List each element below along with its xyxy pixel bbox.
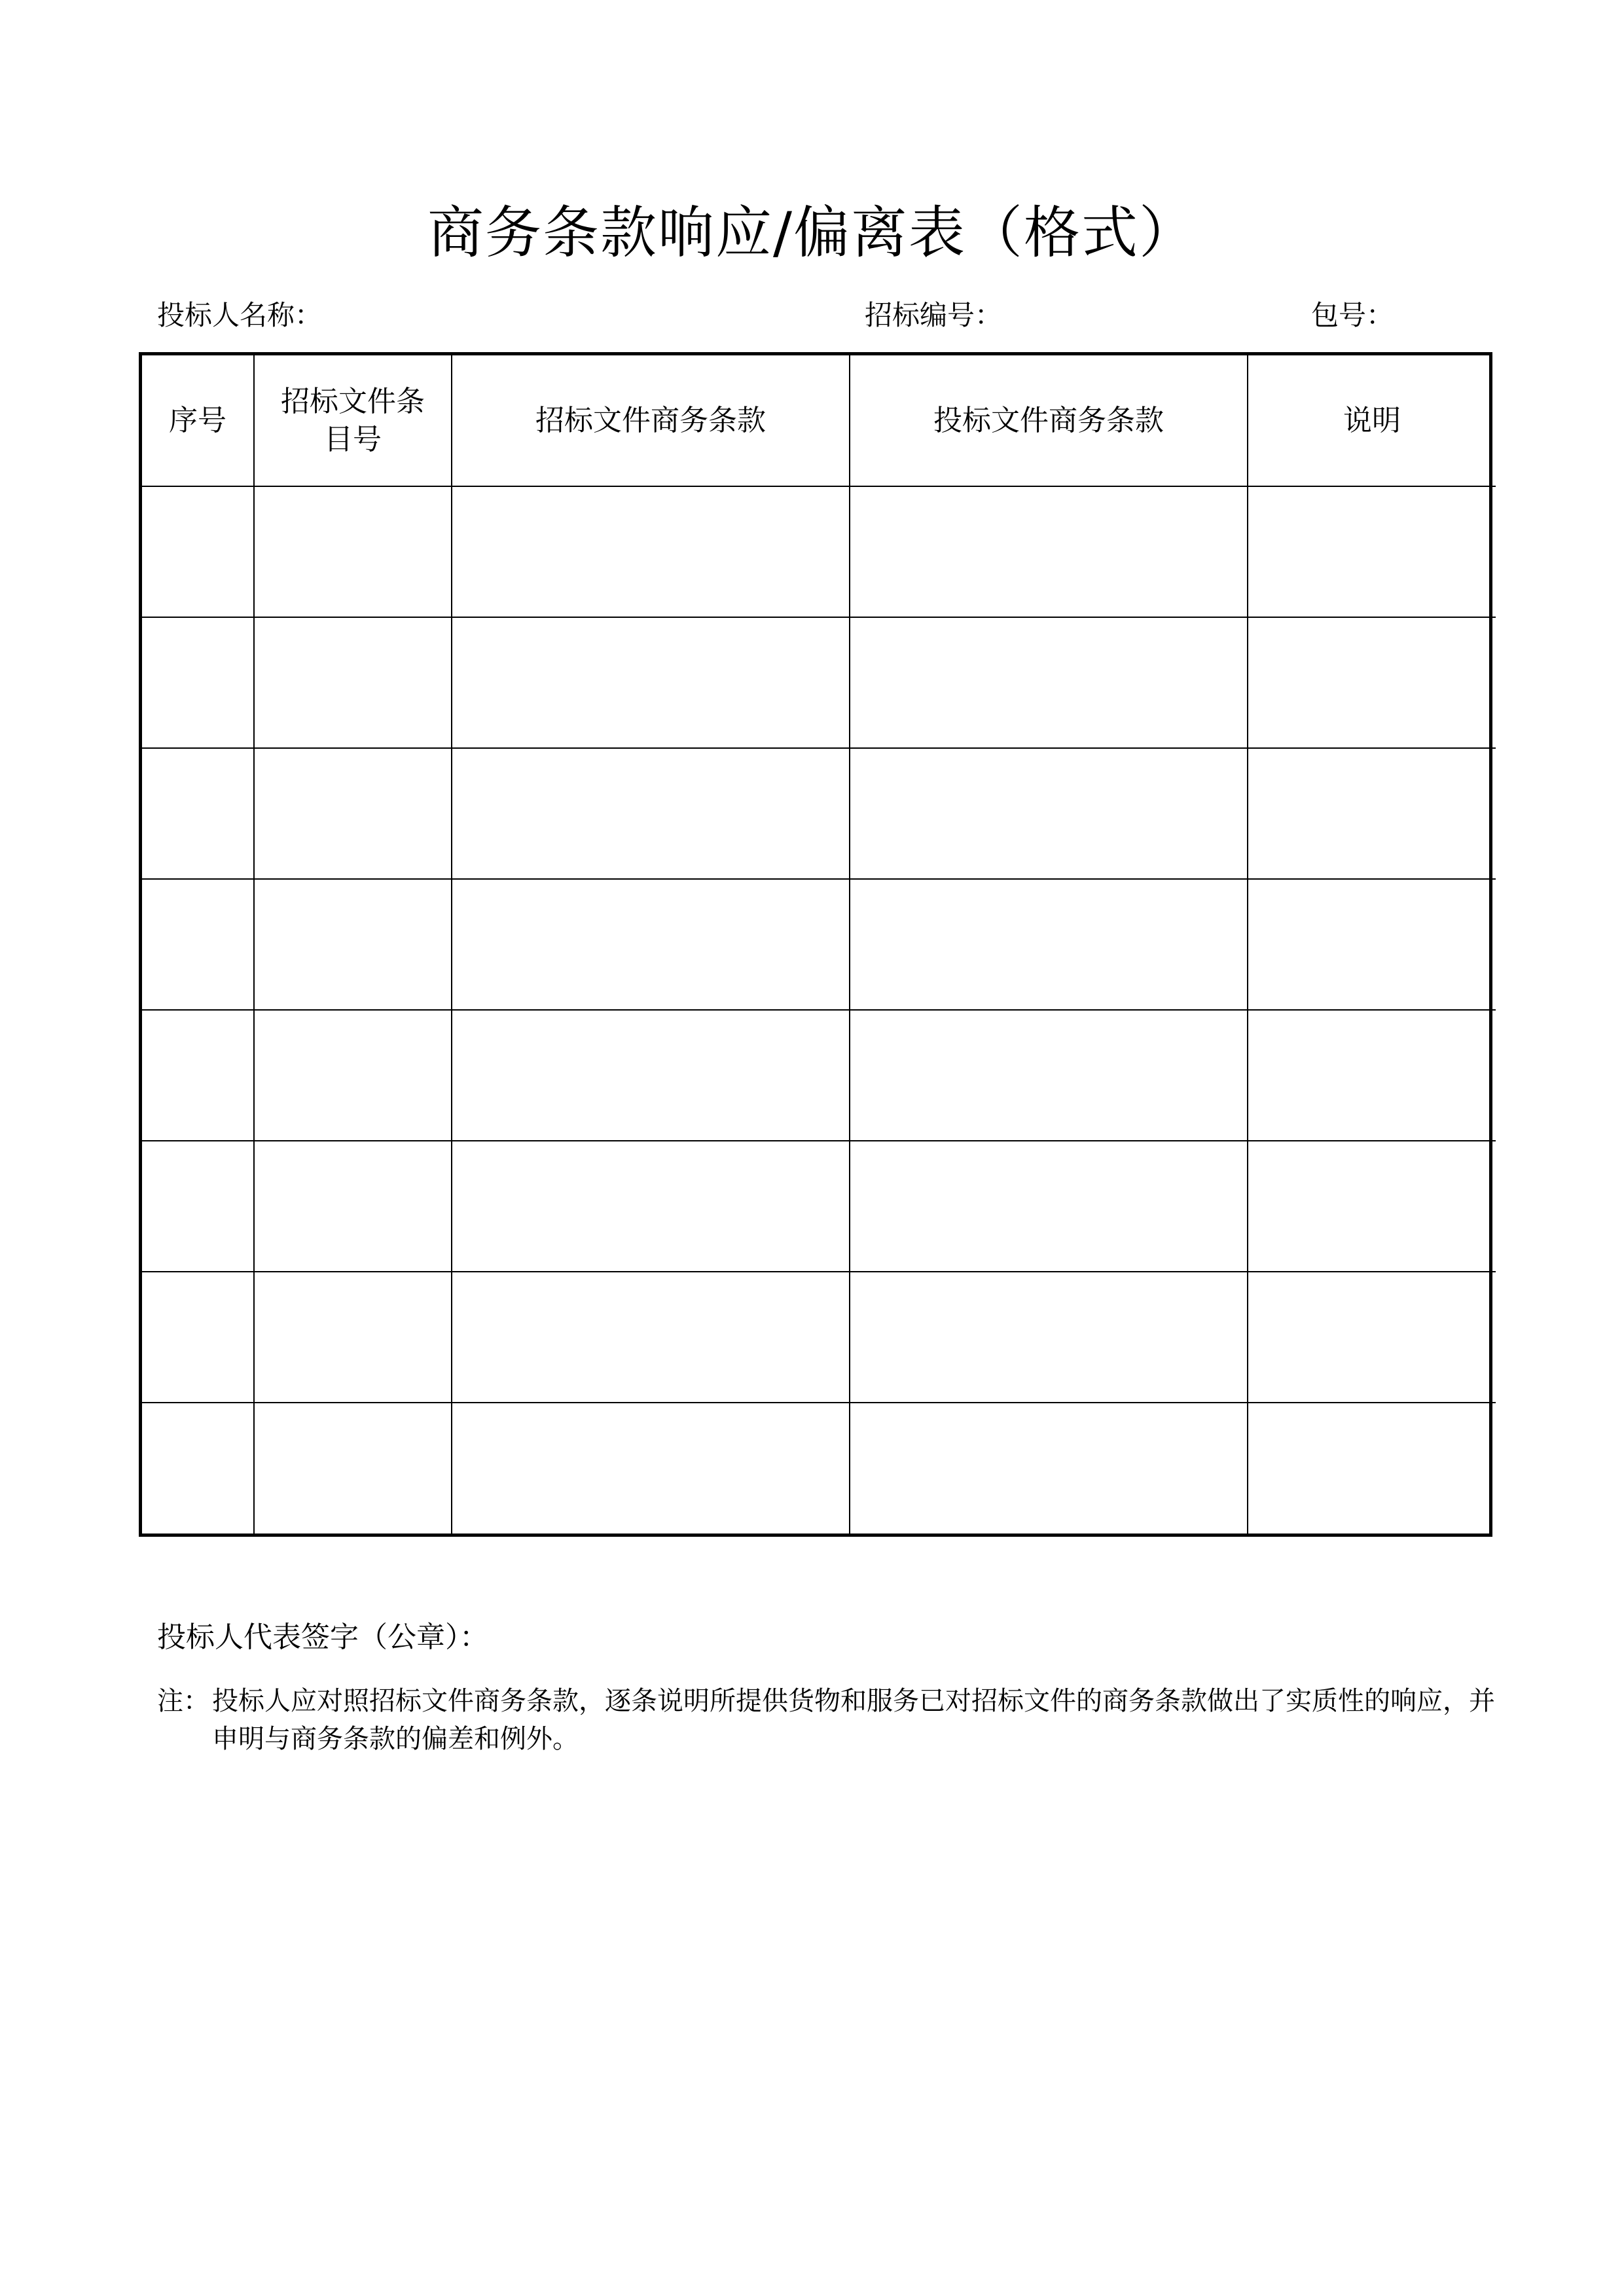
cell-tender-item-number — [254, 879, 452, 1010]
cell-tender-commercial-terms — [452, 1010, 850, 1141]
cell-bid-commercial-terms — [850, 748, 1248, 879]
cell-tender-item-number — [254, 617, 452, 748]
cell-serial-number — [142, 617, 254, 748]
cell-serial-number — [142, 1141, 254, 1272]
cell-bid-commercial-terms — [850, 1010, 1248, 1141]
cell-tender-commercial-terms — [452, 1141, 850, 1272]
table-row — [142, 1141, 1496, 1272]
table-row — [142, 748, 1496, 879]
cell-bid-commercial-terms — [850, 1272, 1248, 1403]
table-row — [142, 1010, 1496, 1141]
cell-serial-number — [142, 1403, 254, 1534]
table-row — [142, 1272, 1496, 1403]
cell-serial-number — [142, 748, 254, 879]
page-title: 商务条款响应/偏离表（格式） — [427, 200, 1197, 266]
cell-tender-item-number — [254, 748, 452, 879]
response-table — [142, 355, 1496, 1534]
package-number-label: 包号： — [1311, 299, 1394, 331]
footnote — [157, 1682, 1499, 1758]
cell-remarks — [1248, 879, 1496, 1010]
cell-tender-commercial-terms — [452, 1403, 850, 1534]
cell-remarks — [1248, 1141, 1496, 1272]
cell-bid-commercial-terms — [850, 617, 1248, 748]
cell-serial-number — [142, 879, 254, 1010]
cell-tender-commercial-terms — [452, 1272, 850, 1403]
header-tender-item-number: 招标文件条目号 — [254, 355, 452, 486]
cell-bid-commercial-terms — [850, 486, 1248, 617]
bidder-representative-signature-label: 投标人代表签字（公章）： — [157, 1621, 488, 1654]
cell-tender-commercial-terms — [452, 486, 850, 617]
table-row — [142, 1403, 1496, 1534]
cell-tender-commercial-terms — [452, 617, 850, 748]
table-row — [142, 617, 1496, 748]
bidder-name-label: 投标人名称： — [157, 299, 323, 331]
cell-tender-commercial-terms — [452, 879, 850, 1010]
header-tender-commercial-terms: 招标文件商务条款 — [452, 355, 850, 486]
cell-serial-number — [142, 1272, 254, 1403]
header-serial-number: 序号 — [142, 355, 254, 486]
table-row — [142, 879, 1496, 1010]
cell-tender-item-number — [254, 486, 452, 617]
cell-remarks — [1248, 1403, 1496, 1534]
cell-tender-item-number — [254, 1141, 452, 1272]
cell-remarks — [1248, 617, 1496, 748]
cell-remarks — [1248, 748, 1496, 879]
note-text: 投标人应对照招标文件商务条款，逐条说明所提供货物和服务已对招标文件的商务条款做出了实质性的响应，并申明与商务条款的偏差和例外。 — [212, 1686, 1495, 1754]
response-deviation-table — [139, 352, 1492, 1537]
cell-tender-item-number — [254, 1403, 452, 1534]
cell-remarks — [1248, 1272, 1496, 1403]
cell-bid-commercial-terms — [850, 1403, 1248, 1534]
cell-serial-number — [142, 1010, 254, 1141]
cell-bid-commercial-terms — [850, 879, 1248, 1010]
cell-remarks — [1248, 486, 1496, 617]
cell-tender-commercial-terms — [452, 748, 850, 879]
cell-serial-number — [142, 486, 254, 617]
cell-tender-item-number — [254, 1010, 452, 1141]
cell-tender-item-number — [254, 1272, 452, 1403]
cell-bid-commercial-terms — [850, 1141, 1248, 1272]
tender-number-label: 招标编号： — [865, 299, 1003, 331]
cell-remarks — [1248, 1010, 1496, 1141]
header-remarks: 说明 — [1248, 355, 1496, 486]
header-bid-commercial-terms: 投标文件商务条款 — [850, 355, 1248, 486]
note-prefix: 注： — [157, 1686, 209, 1716]
table-header-row — [142, 355, 1496, 486]
table-row — [142, 486, 1496, 617]
